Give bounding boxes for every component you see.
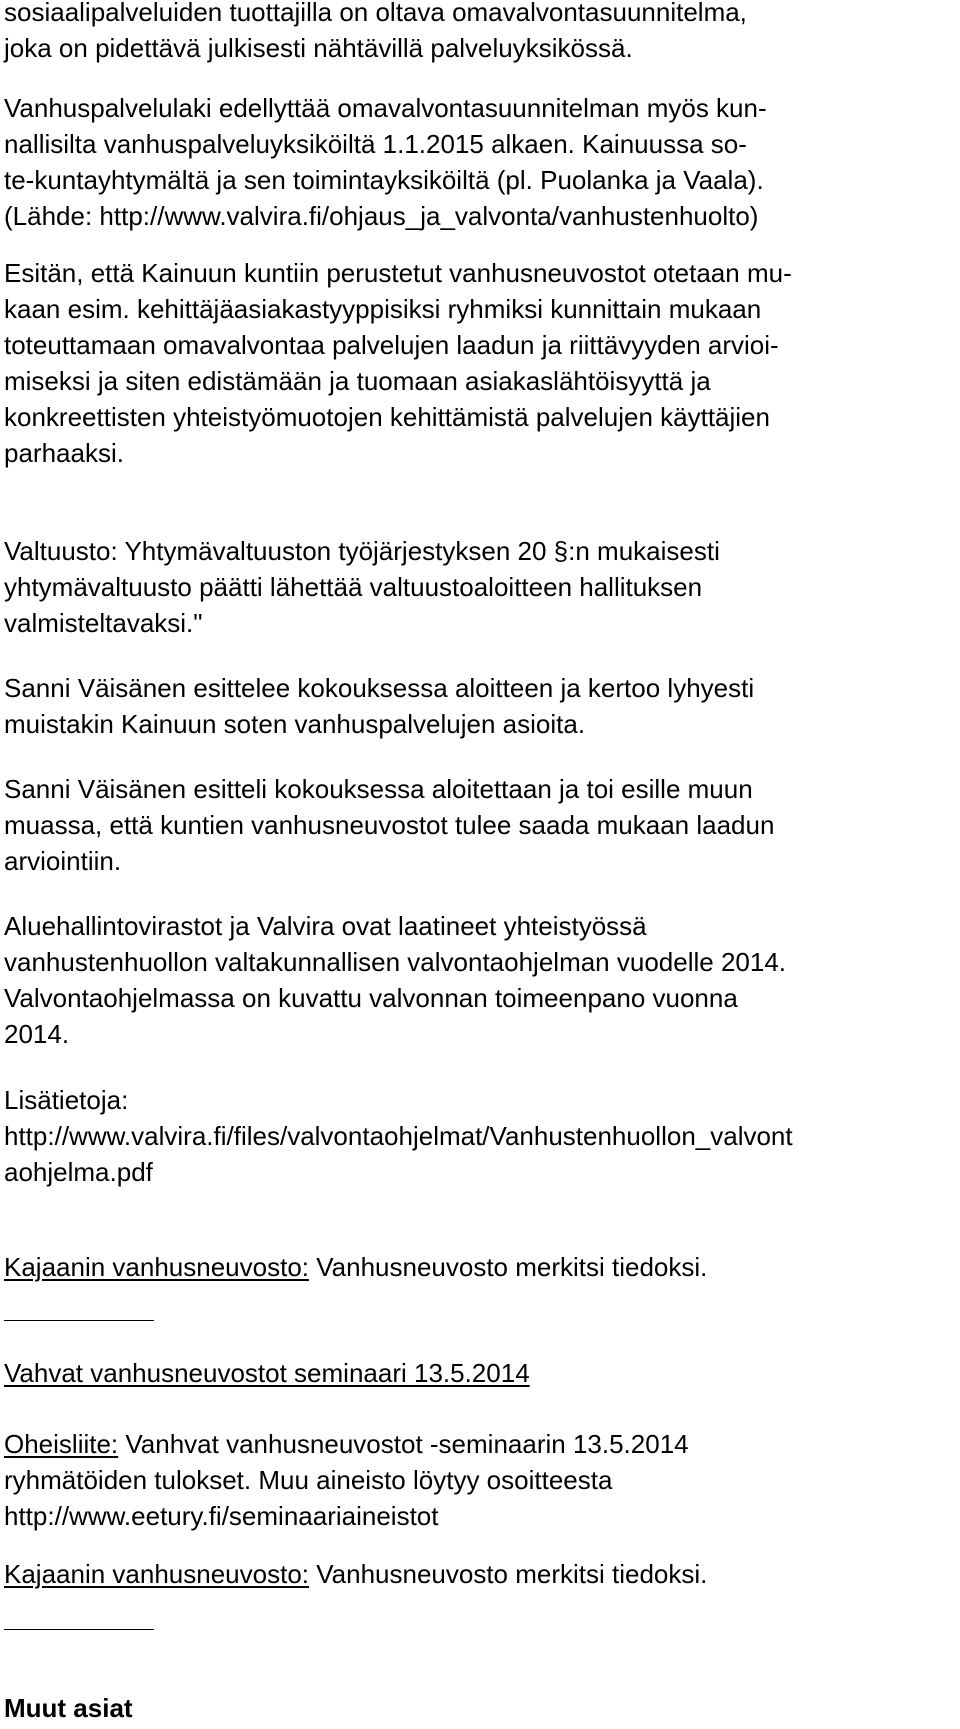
text-line: http://www.valvira.fi/files/valvontaohjelmat/Vanhustenhuollon_valvont: [4, 1121, 793, 1151]
text-line: kaan esim. kehittäjäasiakastyyppisiksi ryhmiksi kunnittain mukaan: [4, 294, 762, 324]
text-line: Esitän, että Kainuun kuntiin perustetut vanhusneuvostot otetaan mu-: [4, 258, 792, 288]
text-line: nallisilta vanhuspalveluyksiköiltä 1.1.2015 alkaen. Kainuussa so-: [4, 129, 747, 159]
attachment-line: [4, 1426, 960, 1462]
decision-line: [4, 1249, 960, 1285]
text-line: toteuttamaan omavalvontaa palvelujen laadun ja riittävyyden arvioi-: [4, 330, 779, 360]
decision-text: Vanhusneuvosto merkitsi tiedoksi.: [309, 1559, 708, 1589]
text-line: ryhmätöiden tulokset. Muu aineisto löytyy osoitteesta: [4, 1465, 613, 1495]
text-line: muistakin Kainuun soten vanhuspalvelujen asioita.: [4, 709, 586, 739]
paragraph-sanni-presents: [4, 670, 960, 742]
text-line: muassa, että kuntien vanhusneuvostot tulee saada mukaan laadun: [4, 810, 775, 840]
text-line: miseksi ja siten edistämään ja tuomaan asiakaslähtöisyyttä ja: [4, 366, 711, 396]
attachment-url: http://www.eetury.fi/seminaariaineistot: [4, 1501, 439, 1531]
paragraph-proposal: [4, 255, 960, 471]
text-line: Vanhuspalvelulaki edellyttää omavalvontasuunnitelman myös kun-: [4, 93, 767, 123]
paragraph-lisatietoja: [4, 1082, 960, 1190]
decision-line: [4, 1556, 960, 1592]
text-line: Sanni Väisänen esittelee kokouksessa aloitteen ja kertoo lyhyesti: [4, 673, 755, 703]
text-line: te-kuntayhtymältä ja sen toimintayksiköiltä (pl. Puolanka ja Vaala).: [4, 165, 764, 195]
text-line: Valvontaohjelmassa on kuvattu valvonnan toimeenpano vuonna: [4, 983, 738, 1013]
text-line: vanhustenhuollon valtakunnallisen valvontaohjelman vuodelle 2014.: [4, 947, 787, 977]
section-heading-text: Muut asiat: [4, 1693, 133, 1723]
text-line: parhaaksi.: [4, 438, 124, 468]
text-line: 2014.: [4, 1019, 70, 1049]
text-line: arviointiin.: [4, 846, 122, 876]
section-separator: [4, 1629, 154, 1630]
attachment-label: Oheisliite:: [4, 1429, 119, 1459]
text-line: yhtymävaltuusto päätti lähettää valtuustoaloitteen hallituksen: [4, 572, 703, 602]
section-title-seminaari: [4, 1355, 960, 1391]
decision-label: Kajaanin vanhusneuvosto:: [4, 1559, 310, 1589]
attachment-text: Vanhvat vanhusneuvostot -seminaarin 13.5.2014: [118, 1429, 689, 1459]
text-line: aohjelma.pdf: [4, 1157, 153, 1187]
paragraph-valvontaohjelma: [4, 908, 960, 1052]
paragraph-valtuusto: [4, 533, 960, 641]
paragraph-omavalvonta-intro: [4, 0, 960, 66]
decision-text: Vanhusneuvosto merkitsi tiedoksi.: [309, 1252, 708, 1282]
paragraph-sanni-presented: [4, 771, 960, 879]
paragraph-vanhuspalvelulaki: [4, 90, 960, 234]
text-line: Aluehallintovirastot ja Valvira ovat laatineet yhteistyössä: [4, 911, 647, 941]
section-separator: [4, 1320, 154, 1321]
attachment-paragraph: [4, 1426, 960, 1534]
decision-paragraph: [4, 1249, 960, 1285]
decision-paragraph: [4, 1556, 960, 1592]
text-line: (Lähde: http://www.valvira.fi/ohjaus_ja_valvonta/vanhustenhuolto): [4, 201, 759, 231]
text-line: sosiaalipalveluiden tuottajilla on oltava omavalvontasuunnitelma,: [4, 0, 747, 27]
text-line: konkreettisten yhteistyömuotojen kehittämistä palvelujen käyttäjien: [4, 402, 770, 432]
text-line: Valtuusto: Yhtymävaltuuston työjärjestyksen 20 §:n mukaisesti: [4, 536, 720, 566]
decision-label: Kajaanin vanhusneuvosto:: [4, 1252, 310, 1282]
text-line: joka on pidettävä julkisesti nähtävillä palveluyksikössä.: [4, 33, 633, 63]
section-title-text: Vahvat vanhusneuvostot seminaari 13.5.2014: [4, 1358, 530, 1388]
text-line: Sanni Väisänen esitteli kokouksessa aloitettaan ja toi esille muun: [4, 774, 753, 804]
text-line: Lisätietoja:: [4, 1085, 129, 1115]
text-line: valmisteltavaksi.": [4, 608, 203, 638]
section-heading-muut-asiat: [4, 1690, 960, 1726]
